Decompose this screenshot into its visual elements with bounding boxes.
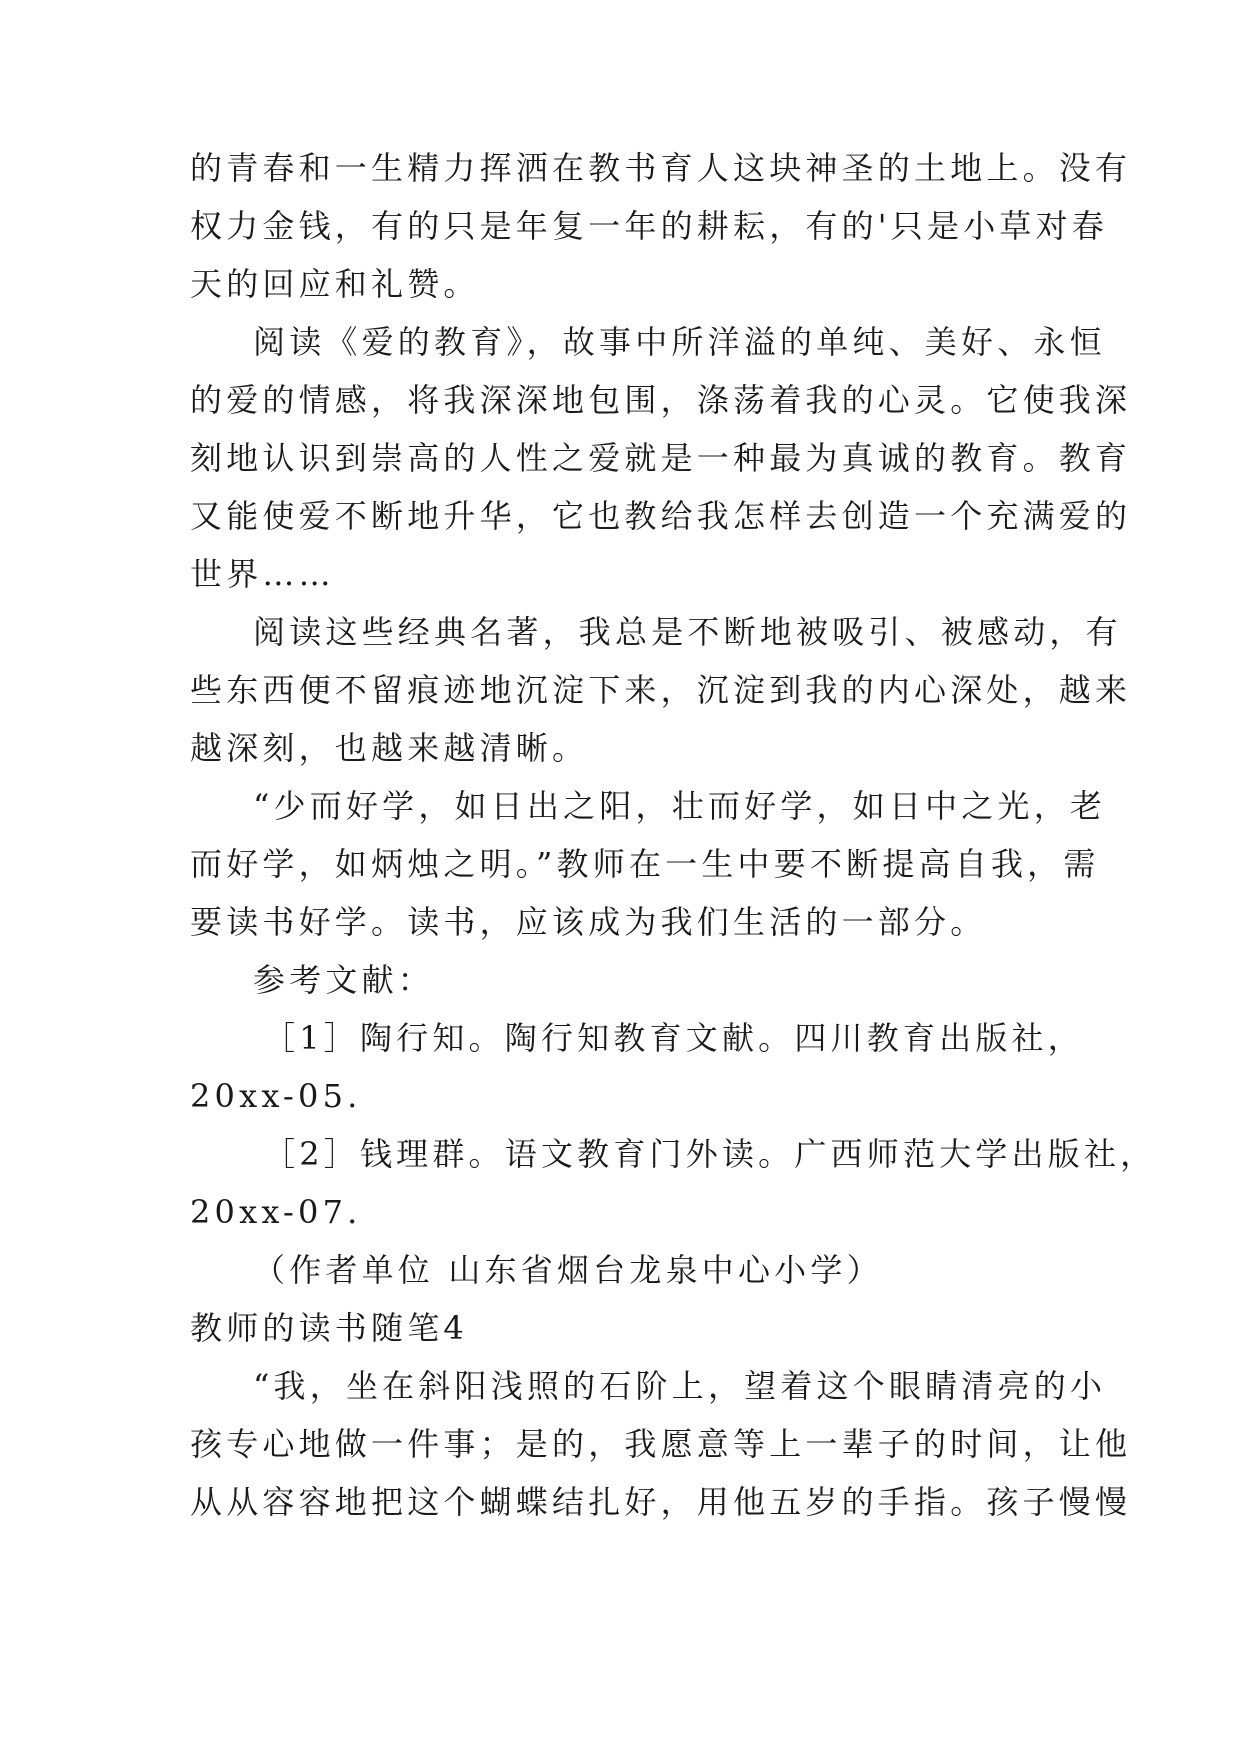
paragraph-start: 阅读《爱的教育》，故事中所洋溢的单纯、美好、永恒	[253, 323, 1106, 361]
text-line: 世界……	[190, 555, 335, 593]
text-line: 越深刻，也越来越清晰。	[190, 729, 589, 767]
reference-item: ［1］陶行知。陶行知教育文献。四川教育出版社，	[263, 1019, 1084, 1057]
references-heading: 参考文献：	[253, 961, 435, 999]
text-line: 刻地认识到崇高的人性之爱就是一种最为真诚的教育。教育	[190, 439, 1132, 477]
paragraph-start: “少而好学，如日出之阳，壮而好学，如日中之光，老	[253, 787, 1107, 825]
reference-item: ［2］钱理群。语文教育门外读。广西师范大学出版社，	[263, 1135, 1157, 1173]
text-line: 又能使爱不断地升华，它也教给我怎样去创造一个充满爱的	[190, 497, 1132, 535]
text-line: 的爱的情感，将我深深地包围，涤荡着我的心灵。它使我深	[190, 381, 1132, 419]
text-line: 天的回应和礼赞。	[190, 265, 480, 303]
text-line: 的青春和一生精力挥洒在教书育人这块神圣的土地上。没有	[190, 149, 1132, 187]
paragraph-start: 阅读这些经典名著，我总是不断地被吸引、被感动，有	[253, 613, 1122, 651]
text-line: 孩专心地做一件事；是的，我愿意等上一辈子的时间，让他	[190, 1425, 1132, 1463]
reference-date: 20xx-05.	[190, 1077, 362, 1115]
text-line: 权力金钱，有的只是年复一年的耕耘，有的'只是小草对春	[190, 207, 1108, 245]
author-affiliation: （作者单位 山东省烟台龙泉中心小学）	[253, 1251, 883, 1289]
paragraph-start: “我，坐在斜阳浅照的石阶上，望着这个眼睛清亮的小	[253, 1367, 1107, 1405]
text-line: 要读书好学。读书，应该成为我们生活的一部分。	[190, 903, 987, 941]
section-title: 教师的读书随笔4	[190, 1309, 468, 1347]
reference-date: 20xx-07.	[190, 1193, 362, 1231]
text-line: 而好学，如炳烛之明。”教师在一生中要不断提高自我，需	[190, 845, 1100, 883]
text-line: 从从容容地把这个蝴蝶结扎好，用他五岁的手指。孩子慢慢	[190, 1483, 1132, 1521]
text-line: 些东西便不留痕迹地沉淀下来，沉淀到我的内心深处，越来	[190, 671, 1132, 709]
